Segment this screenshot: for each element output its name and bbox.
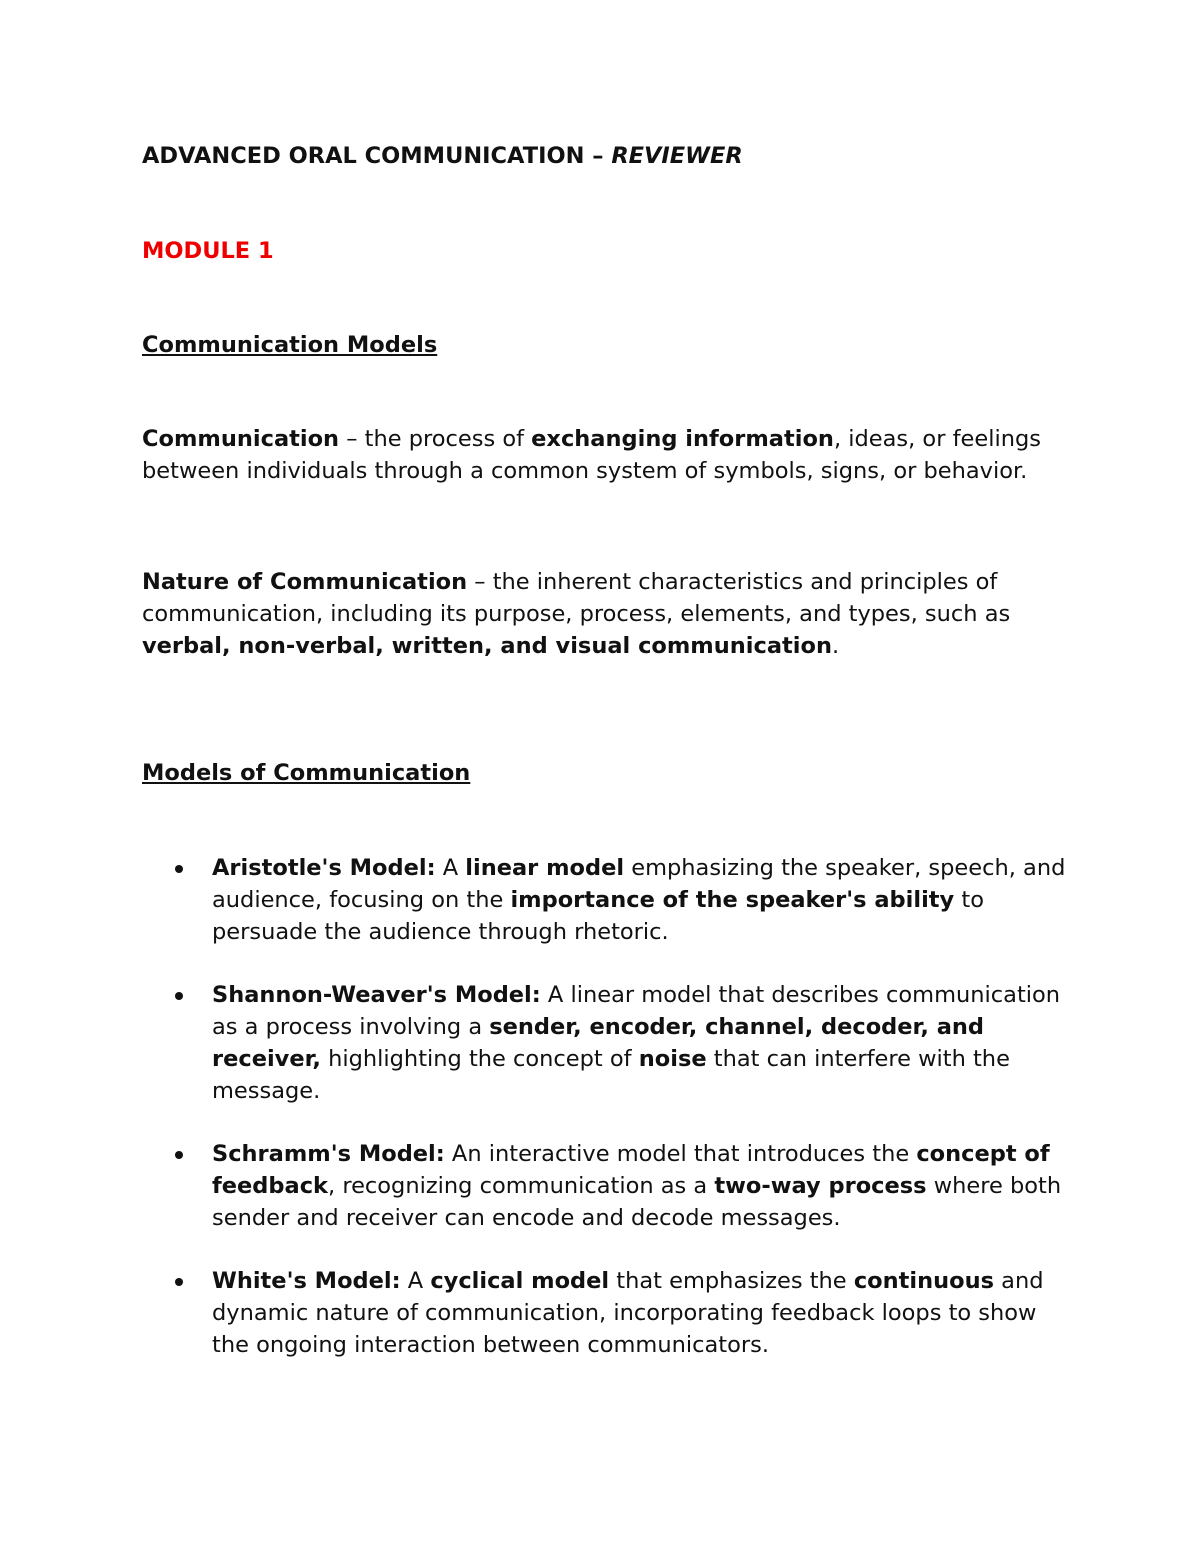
section-heading-models-of-communication: Models of Communication — [142, 760, 471, 786]
model-text: emphasizing the speaker, speech, and audience, focusing on the — [212, 855, 1066, 913]
definition-term: Communication — [142, 426, 340, 452]
model-text: A linear model that describes communication as a process involving a — [212, 982, 1061, 1040]
definition-text: . — [831, 633, 840, 659]
definition-text: – the process of — [339, 426, 532, 452]
model-text: where both sender and receiver can encode and decode messages. — [212, 1173, 1062, 1231]
model-text: A — [400, 1268, 431, 1294]
model-name: Schramm's Model: — [212, 1141, 445, 1167]
model-text: to persuade the audience through rhetoric. — [212, 887, 984, 945]
model-text: and dynamic nature of communication, incorporating feedback loops to show the ongoing interaction between communicators. — [212, 1268, 1044, 1358]
model-text: that emphasizes the — [609, 1268, 854, 1294]
model-text: , recognizing communication as a — [328, 1173, 715, 1199]
model-emphasis: cyclical model — [430, 1268, 610, 1294]
model-text: that can interfere with the message. — [212, 1046, 1010, 1104]
title-reviewer: REVIEWER — [611, 143, 743, 169]
list-item-aristotle-model — [212, 852, 1066, 948]
section-heading-communication-models: Communication Models — [142, 332, 438, 358]
model-emphasis: two-way process — [714, 1173, 927, 1199]
list-item-schramm-model — [212, 1138, 1066, 1234]
definition-term: Nature of Communication — [142, 569, 468, 595]
model-emphasis: linear model — [465, 855, 625, 881]
module-heading: MODULE 1 — [142, 238, 274, 264]
model-emphasis: importance of the speaker's ability — [510, 887, 955, 913]
model-emphasis: noise — [638, 1046, 707, 1072]
model-name: Shannon-Weaver's Model: — [212, 982, 541, 1008]
title-main: ADVANCED ORAL COMMUNICATION – — [142, 143, 612, 169]
definition-communication — [142, 423, 1062, 487]
model-emphasis: continuous — [853, 1268, 994, 1294]
model-emphasis: concept of feedback — [212, 1141, 1050, 1199]
model-text: highlighting the concept of — [320, 1046, 639, 1072]
model-text: A — [435, 855, 466, 881]
list-item-shannon-weaver-model — [212, 979, 1066, 1107]
list-item-white-model — [212, 1265, 1066, 1361]
model-name: Aristotle's Model: — [212, 855, 436, 881]
model-name: White's Model: — [212, 1268, 401, 1294]
definition-text: , ideas, or feelings between individuals through a common system of symbols, signs, or behavior. — [142, 426, 1041, 484]
document-title — [142, 140, 1062, 172]
definition-emphasis: exchanging information — [531, 426, 834, 452]
model-text: An interactive model that introduces the — [444, 1141, 917, 1167]
definition-emphasis: verbal, non-verbal, written, and visual communication — [142, 633, 832, 659]
model-emphasis: sender, encoder, channel, decoder, and receiver, — [212, 1014, 985, 1072]
definition-nature-of-communication — [142, 566, 1062, 662]
definition-text: – the inherent characteristics and principles of communication, including its purpose, process, elements, and types, such as — [142, 569, 1011, 627]
models-list — [212, 852, 1066, 1392]
